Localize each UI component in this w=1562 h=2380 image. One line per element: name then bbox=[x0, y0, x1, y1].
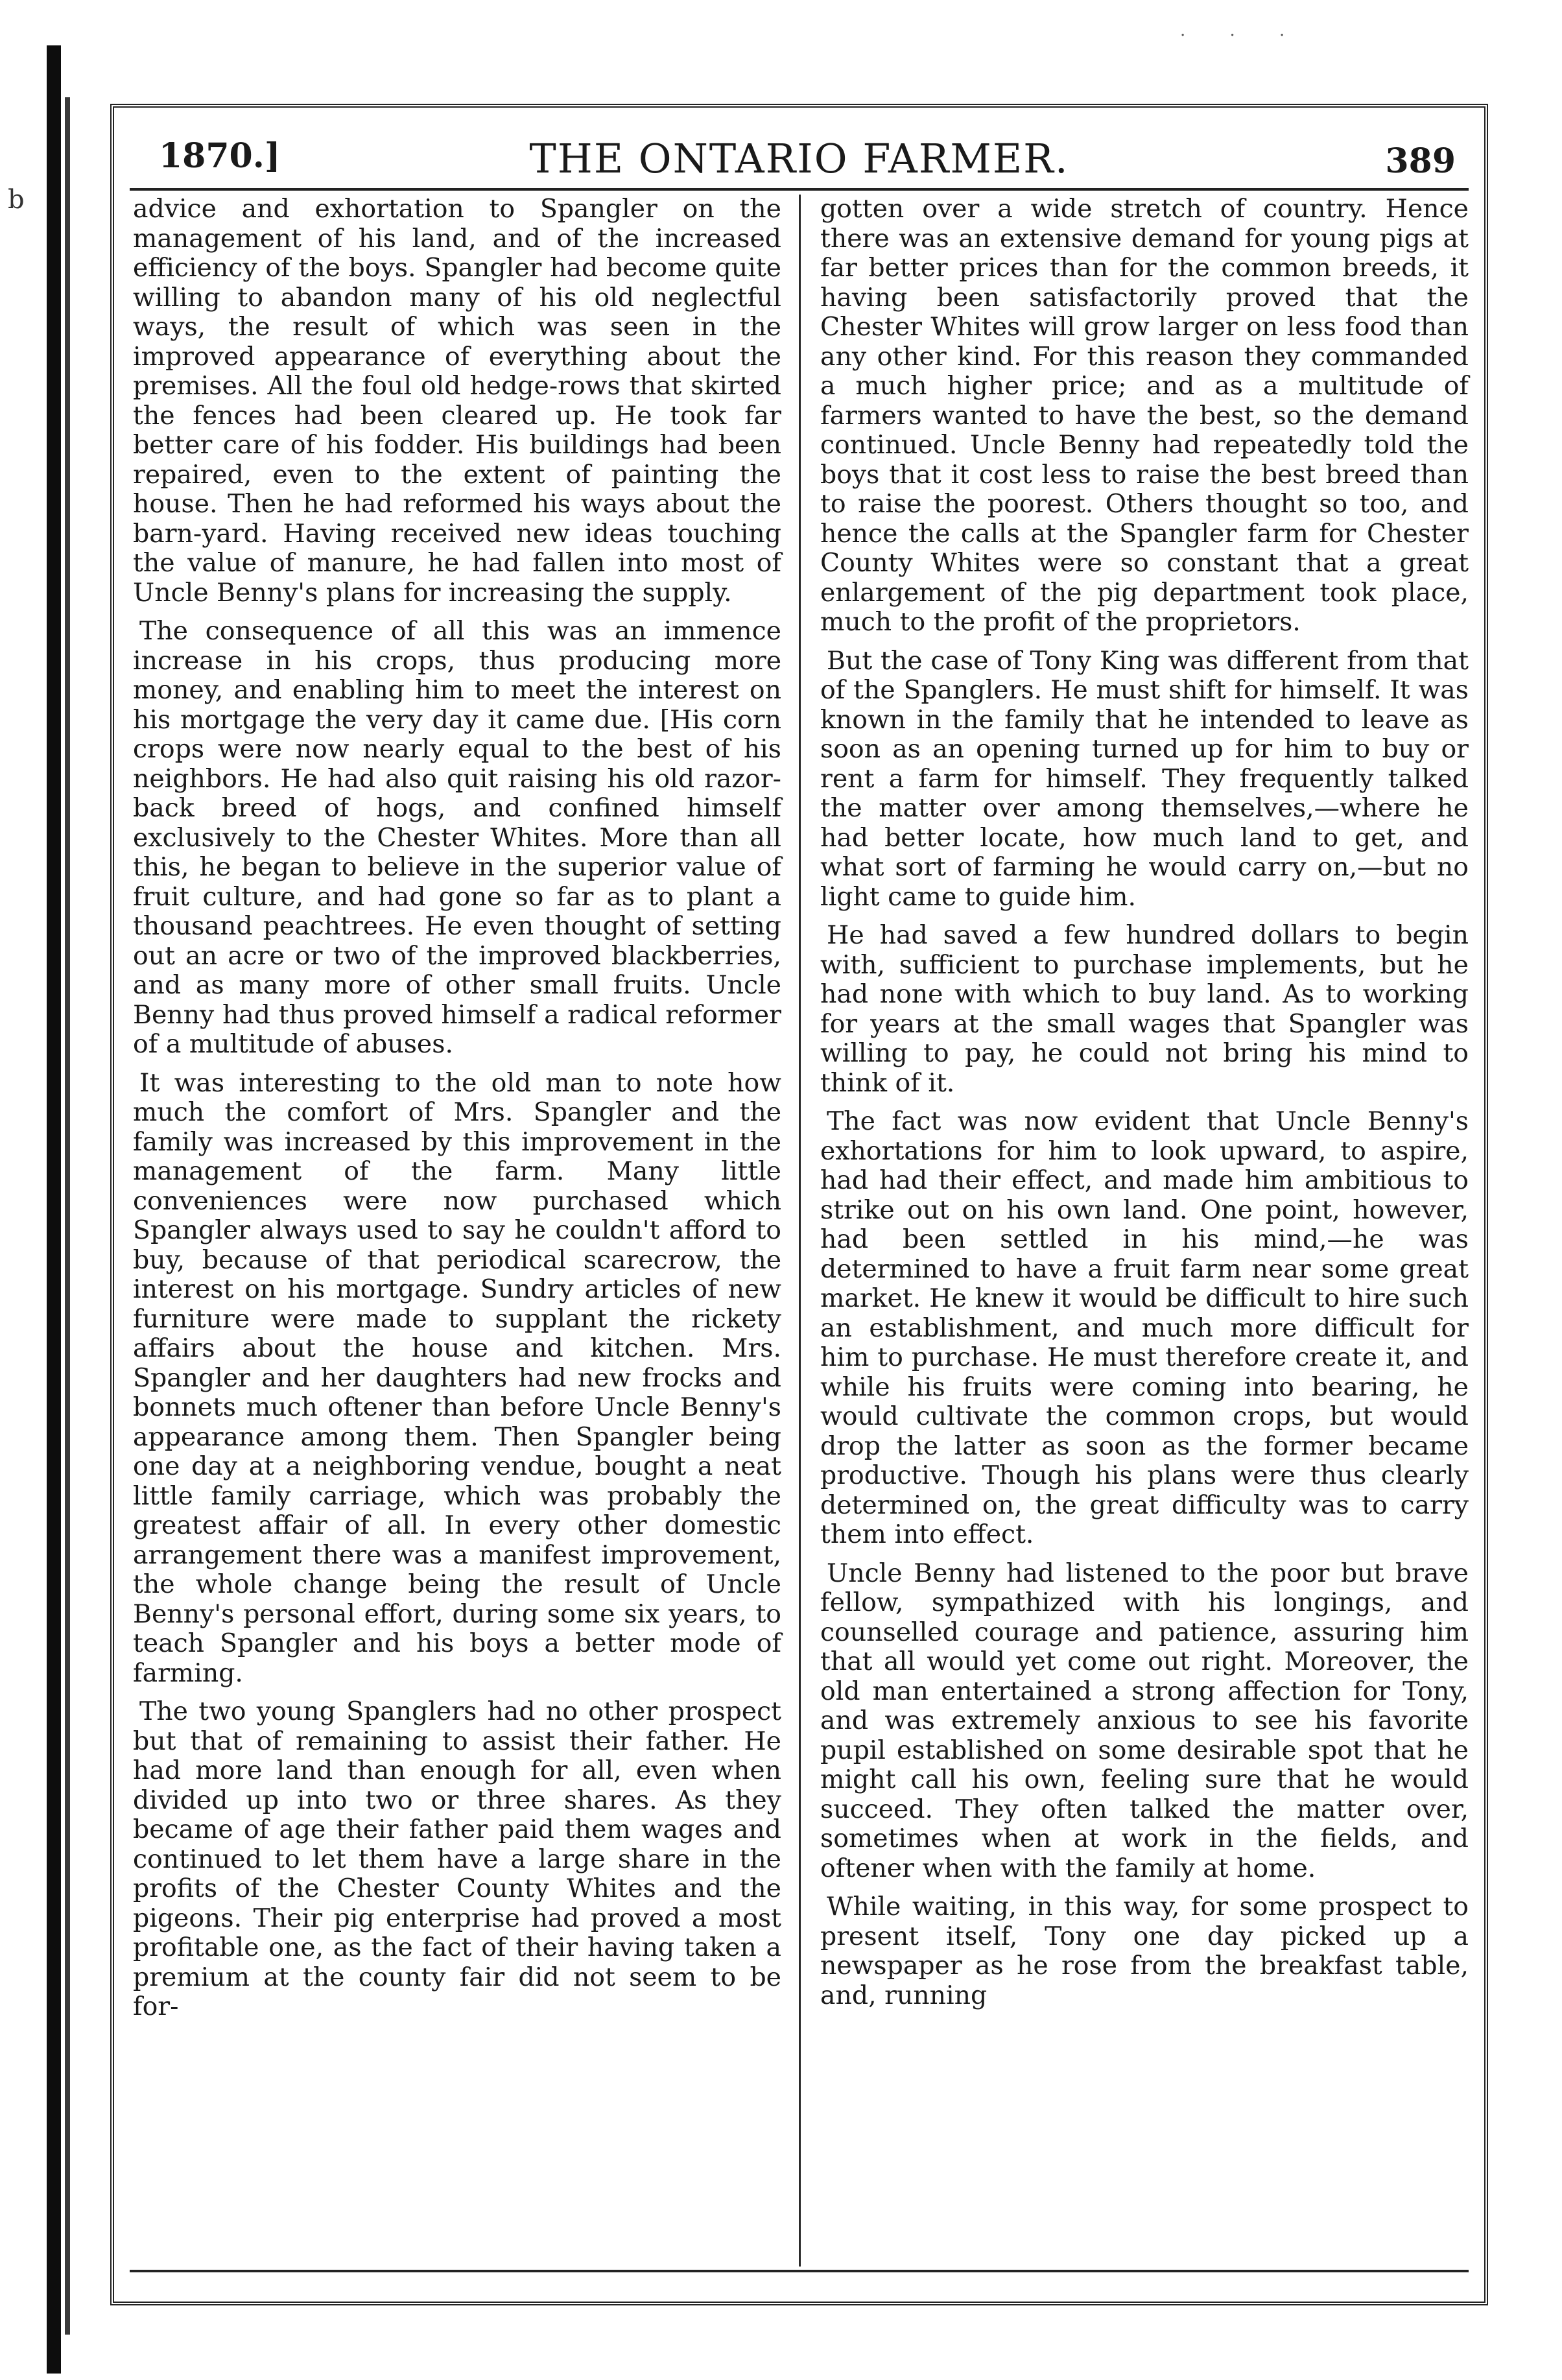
footer-rule bbox=[130, 2270, 1469, 2272]
page-number: 389 bbox=[1385, 141, 1456, 181]
scan-edge-bar bbox=[47, 45, 61, 2374]
paragraph: It was interesting to the old man to note how much the comfort of Mrs. Spangler and the family was increased by this improvement in the management of the farm. Many little conveniences were now purchased which Spangler always used to say he couldn't afford to buy, because of that periodical scarecrow, the interest on his mortgage. Sundry articles of new furniture were made to supplant the rickety affairs about the house and kitchen. Mrs. Spangler and her daughters had new frocks and bonnets much oftener than before Uncle Benny's appearance among them. Then Spangler being one day at a neighboring vendue, bought a neat little family carriage, which was probably the greatest affair of all. In every other domestic arrangement there was a manifest improvement, the whole change being the result of Uncle Benny's personal effort, during some six years, to teach Spangler and his boys a better mode of farming. bbox=[133, 1067, 781, 1688]
header-year: 1870.] bbox=[159, 136, 281, 176]
scan-specks: · · · bbox=[1180, 26, 1305, 45]
paragraph: gotten over a wide stretch of country. Hence there was an extensive demand for young pigs at far better prices than for the common breeds, it having been satisfactorily proved that the Chester Whites will grow larger on less food than any other kind. For this reason they commanded a much higher price; and as a multitude of farmers wanted to have the best, so the demand continued. Uncle Benny had repeatedly told the boys that it cost less to raise the best breed than to raise the poorest. Others thought so too, and hence the calls at the Spangler farm for Chester County Whites were so constant that a great enlargement of the pig department took place, much to the profit of the proprietors. bbox=[820, 194, 1469, 637]
left-column bbox=[133, 195, 781, 2022]
header-title: THE ONTARIO FARMER. bbox=[529, 135, 1069, 182]
column-divider bbox=[799, 195, 801, 2267]
margin-mark: b bbox=[8, 185, 25, 215]
page-header bbox=[130, 130, 1469, 191]
paragraph: The consequence of all this was an immence increase in his crops, thus producing more money, and enabling him to meet the interest on his mortgage the very day it came due. [His corn crops were now nearly equal to the best of his neighbors. He had also quit raising his old razor-back breed of hogs, and confined himself exclusively to the Chester Whites. More than all this, he began to believe in the superior value of fruit culture, and had gone so far as to plant a thousand peachtrees. He even thought of setting out an acre or two of the improved blackberries, and as many more of other small fruits. Uncle Benny had thus proved himself a radical reformer of a multitude of abuses. bbox=[133, 616, 781, 1059]
scan-edge-shadow bbox=[65, 97, 70, 2335]
paragraph: While waiting, in this way, for some prospect to present itself, Tony one day picked up a newspaper as he rose from the breakfast table, and, running bbox=[820, 1892, 1469, 2010]
paragraph: The fact was now evident that Uncle Benny's exhortations for him to look upward, to aspire, had had their effect, and made him ambitious to strike out on his own land. One point, however, had been settled in his mind,—he was determined to have a fruit farm near some great market. He knew it would be difficult to hire such an establishment, and much more difficult for him to purchase. He must therefore create it, and while his fruits were coming into bearing, he would cultivate the common crops, but would drop the latter as soon as the former became productive. Though his plans were thus clearly determined on, the great difficulty was to carry them into effect. bbox=[820, 1106, 1469, 1549]
paragraph: advice and exhortation to Spangler on the management of his land, and of the increased efficiency of the boys. Spangler had become quite willing to abandon many of his old neglectful ways, the result of which was seen in the improved appearance of everything about the premises. All the foul old hedge-rows that skirted the fences had been cleared up. He took far better care of his fodder. His buildings had been repaired, even to the extent of painting the house. Then he had reformed his ways about the barn-yard. Having received new ideas touching the value of manure, he had fallen into most of Uncle Benny's plans for increasing the supply. bbox=[133, 194, 781, 608]
paragraph: The two young Spanglers had no other prospect but that of remaining to assist their father. He had more land than enough for all, even when divided up into two or three shares. As they became of age their father paid them wages and continued to let them have a large share in the profits of the Chester County Whites and the pigeons. Their pig enterprise had proved a most profitable one, as the fact of their having taken a premium at the county fair did not seem to be for- bbox=[133, 1696, 781, 2021]
paragraph: But the case of Tony King was different from that of the Spanglers. He must shift for himself. It was known in the family that he intended to leave as soon as an opening turned up for him to buy or rent a farm for himself. They frequently talked the matter over among themselves,—where he had better locate, how much land to get, and what sort of farming he would carry on,—but no light came to guide him. bbox=[820, 645, 1469, 912]
paragraph: Uncle Benny had listened to the poor but brave fellow, sympathized with his longings, and counselled courage and patience, assuring him that all would yet come out right. Moreover, the old man entertained a strong affection for Tony, and was extremely anxious to see his favorite pupil established on some desirable spot that he might call his own, feeling sure that he would succeed. They often talked the matter over, sometimes when at work in the fields, and oftener when with the family at home. bbox=[820, 1558, 1469, 1883]
right-column bbox=[820, 195, 1469, 2010]
paragraph: He had saved a few hundred dollars to begin with, sufficient to purchase implements, but he had none with which to buy land. As to working for years at the small wages that Spangler was willing to pay, he could not bring his mind to think of it. bbox=[820, 920, 1469, 1098]
